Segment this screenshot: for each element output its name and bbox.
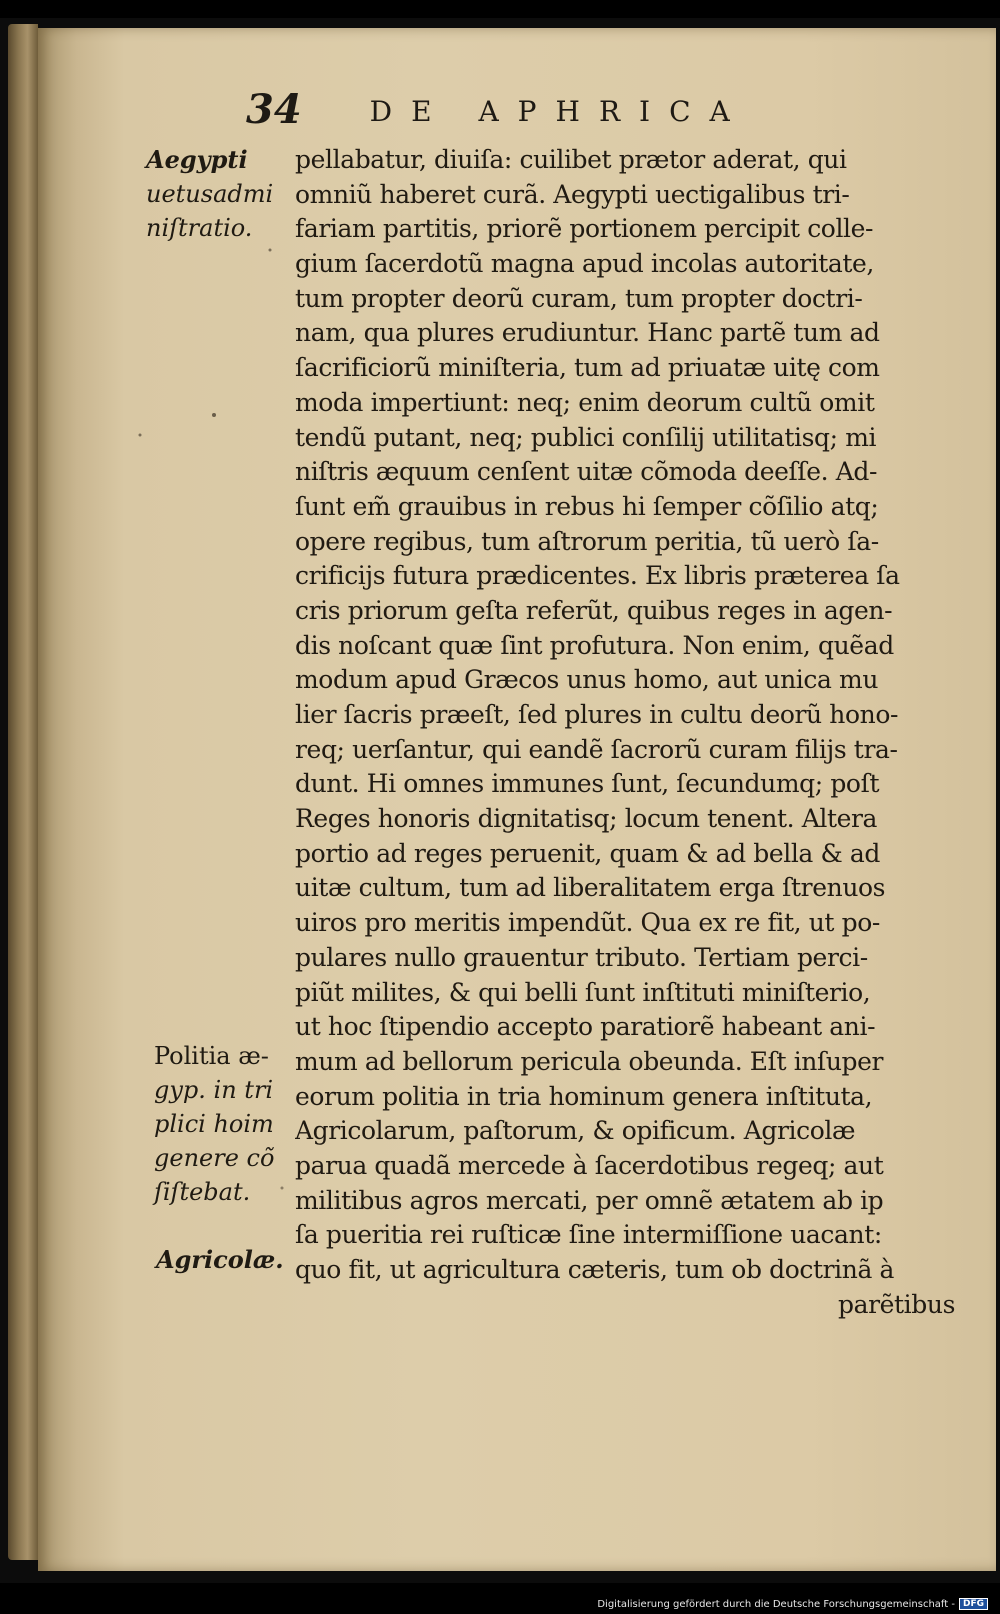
margin-note-line: uetusadmi <box>146 180 274 208</box>
text-line: pellabatur, diuiſa: cuilibet prætor aderat, qui <box>295 145 847 174</box>
text-line: Agricolarum, paſtorum, & opificum. Agricolæ <box>295 1116 856 1146</box>
text-line: cris priorum geſta referũt, quibus reges in agen- <box>295 595 893 625</box>
text-line: uiros pro meritis impendũt. Qua ex re fit, ut po- <box>295 908 880 938</box>
text-line: eorum politia in tria hominum genera inſtituta, <box>295 1081 873 1111</box>
page-number: 34 <box>246 86 302 133</box>
text-line: portio ad reges peruenit, quam & ad bella & ad <box>295 838 880 868</box>
text-line: niſtris æquum cenſent uitæ cõmoda deeſſe. Ad- <box>295 457 878 487</box>
text-line: moda impertiunt: neq; enim deorum cultũ omit <box>295 387 875 417</box>
dfg-logo: DFG <box>959 1598 988 1610</box>
text-line: uitæ cultum, tum ad liberalitatem erga ſtrenuos <box>295 873 886 903</box>
digitization-credit <box>597 1598 988 1610</box>
margin-note-line: gyp. in tri <box>154 1076 274 1104</box>
margin-note-line: ſiſtebat. <box>154 1178 251 1206</box>
text-line: req; uerſantur, qui eandẽ ſacrorũ curam filijs tra- <box>295 734 898 764</box>
text-line: piũt milites, & qui belli ſunt inſtituti miniſterio, <box>295 977 871 1007</box>
margin-note-line: genere cõ <box>154 1144 275 1172</box>
book-spine-edge <box>8 24 38 1560</box>
text-line: tendũ putant, neq; publici conſilij utilitatisq; mi <box>295 422 877 452</box>
text-line: tum propter deorũ curam, tum propter doctri- <box>295 283 863 313</box>
margin-note-line: Agricolæ. <box>156 1245 284 1274</box>
text-line: fariam partitis, priorẽ portionem percipit colle- <box>295 214 874 244</box>
margin-note-administration <box>146 143 273 245</box>
running-title: DE APHRICA <box>369 95 749 128</box>
text-line: ſa pueritia rei ruſticæ ſine intermiſſione uacant: <box>295 1220 882 1250</box>
text-line: crificijs futura prædicentes. Ex libris præterea ſa <box>295 561 900 591</box>
margin-note-line: plici hoim <box>154 1110 274 1138</box>
text-line: quo fit, ut agricultura cæteris, tum ob doctrinã à <box>295 1255 895 1284</box>
text-line: ſunt em̃ grauibus in rebus hi ſemper cõſilio atq; <box>295 491 879 521</box>
text-line: opere regibus, tum aſtrorum peritia, tũ uerò ſa- <box>295 526 879 556</box>
margin-note-line: Aegypti <box>146 145 248 174</box>
text-line: mum ad bellorum pericula obeunda. Eſt inſuper <box>295 1046 884 1076</box>
catchword: parẽtibus <box>837 1289 955 1319</box>
text-line: dunt. Hi omnes immunes ſunt, ſecundumq; poſt <box>295 769 880 799</box>
text-line: modum apud Græcos unus homo, aut unica mu <box>295 665 879 695</box>
text-line: nam, qua plures erudiuntur. Hanc partẽ tum ad <box>295 318 880 348</box>
text-line: Reges honoris dignitatisq; locum tenent. Altera <box>295 804 878 834</box>
text-line: ſacrificiorũ miniſteria, tum ad priuatæ uitę com <box>295 353 880 383</box>
margin-note-line: niſtratio. <box>146 214 253 242</box>
margin-note-politia <box>154 1039 274 1209</box>
credit-text: Digitalisierung gefördert durch die Deutsche Forschungsgemeinschaft - <box>597 1598 955 1610</box>
text-line: gium ſacerdotũ magna apud incolas autoritate, <box>295 249 874 279</box>
margin-note-agricolae <box>156 1243 284 1277</box>
text-line: pulares nullo grauentur tributo. Tertiam perci- <box>295 942 868 972</box>
text-line: dis noſcant quæ ſint profutura. Non enim, quẽad <box>295 630 894 660</box>
text-line: militibus agros mercati, per omnẽ ætatem ab ip <box>295 1185 884 1215</box>
page-header <box>246 80 826 133</box>
main-text-block <box>295 143 985 1322</box>
text-line: ut hoc ſtipendio accepto paratiorẽ habeant ani- <box>295 1012 876 1042</box>
text-line: lier ſacris præeſt, ſed plures in cultu deorũ hono- <box>295 700 899 729</box>
text-line: omniũ haberet curã. Aegypti uectigalibus tri- <box>295 179 850 209</box>
margin-note-line: Politia æ- <box>154 1042 269 1070</box>
text-line: parua quadã mercede à ſacerdotibus regeq; aut <box>295 1150 884 1180</box>
